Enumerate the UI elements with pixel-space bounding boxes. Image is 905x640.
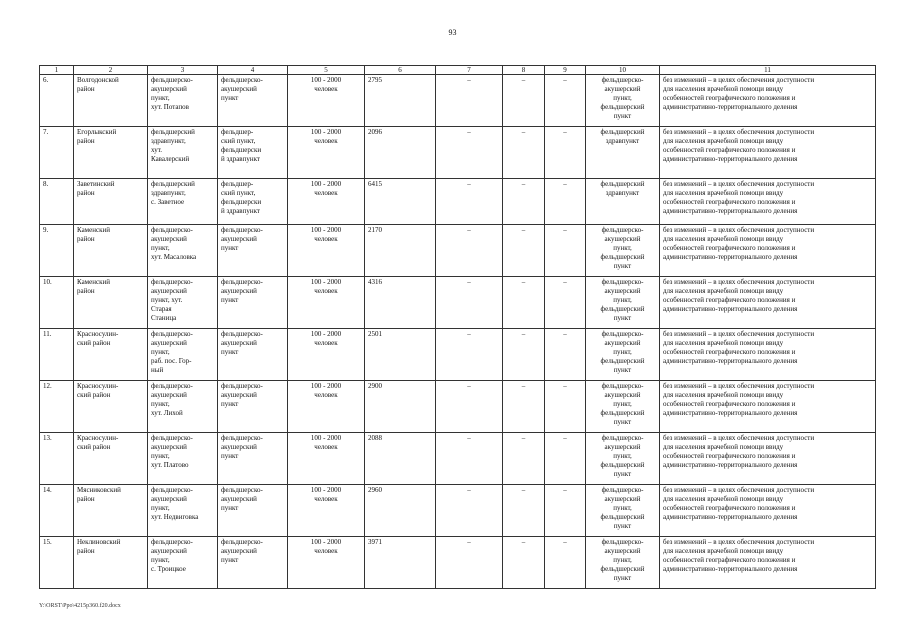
col7-cell: –	[436, 75, 503, 127]
proposed-type-cell: фельдшерско- акушерский пункт, фельдшерский пункт	[586, 329, 660, 381]
facility-cell: фельдшерско- акушерский пункт, хут. Масаловка	[148, 225, 218, 277]
column-header: 8	[503, 66, 545, 75]
col9-cell: –	[545, 179, 586, 225]
col8-cell: –	[503, 179, 545, 225]
column-header: 11	[660, 66, 876, 75]
col9-cell: –	[545, 75, 586, 127]
population-cell: 100 - 2000 человек	[288, 179, 365, 225]
col8-cell: –	[503, 537, 545, 589]
facility-type-cell: фельдшерско- акушерский пункт	[218, 225, 288, 277]
facility-cell: фельдшерский здравпункт, с. Заветное	[148, 179, 218, 225]
proposed-type-cell: фельдшерский здравпункт	[586, 127, 660, 179]
column-header: 5	[288, 66, 365, 75]
table-row	[40, 277, 876, 329]
facility-type-cell: фельдшерско- акушерский пункт	[218, 277, 288, 329]
column-header: 4	[218, 66, 288, 75]
facility-cell: фельдшерско- акушерский пункт, раб. пос. Гор- ный	[148, 329, 218, 381]
table-row	[40, 381, 876, 433]
district-cell: Красносулин- ский район	[74, 329, 148, 381]
facility-type-cell: фельдшерско- акушерский пункт	[218, 75, 288, 127]
facility-type-cell: фельдшерско- акушерский пункт	[218, 537, 288, 589]
facility-type-cell: фельдшерско- акушерский пункт	[218, 381, 288, 433]
table-row	[40, 179, 876, 225]
facility-type-cell: фельдшер- ский пункт, фельдшерски й здравпункт	[218, 179, 288, 225]
proposed-type-cell: фельдшерско- акушерский пункт, фельдшерский пункт	[586, 381, 660, 433]
col9-cell: –	[545, 381, 586, 433]
population-cell: 100 - 2000 человек	[288, 277, 365, 329]
facility-cell: фельдшерско- акушерский пункт, хут. Платово	[148, 433, 218, 485]
justification-cell: без изменений – в целях обеспечения доступности для населения врачебной помощи ввиду особенностей географического положения и административно-территориального деления	[660, 179, 876, 225]
file-path-footer: Y:\ORST\Ppo\4215p360.f20.docx	[39, 603, 121, 609]
facility-type-cell: фельдшерско- акушерский пункт	[218, 485, 288, 537]
col7-cell: –	[436, 127, 503, 179]
col9-cell: –	[545, 485, 586, 537]
population-cell: 100 - 2000 человек	[288, 329, 365, 381]
facility-cell: фельдшерско- акушерский пункт, хут. Недвиговка	[148, 485, 218, 537]
col7-cell: –	[436, 329, 503, 381]
served-population-cell: 4316	[365, 277, 436, 329]
col9-cell: –	[545, 433, 586, 485]
served-population-cell: 2170	[365, 225, 436, 277]
served-population-cell: 2088	[365, 433, 436, 485]
facility-type-cell: фельдшер- ский пункт, фельдшерски й здравпункт	[218, 127, 288, 179]
table-header-row	[40, 66, 876, 75]
col8-cell: –	[503, 277, 545, 329]
row-number: 6.	[40, 75, 74, 127]
col8-cell: –	[503, 329, 545, 381]
district-cell: Каменский район	[74, 277, 148, 329]
population-cell: 100 - 2000 человек	[288, 433, 365, 485]
justification-cell: без изменений – в целях обеспечения доступности для населения врачебной помощи ввиду особенностей географического положения и административно-территориального деления	[660, 225, 876, 277]
district-cell: Каменский район	[74, 225, 148, 277]
proposed-type-cell: фельдшерско- акушерский пункт, фельдшерский пункт	[586, 225, 660, 277]
served-population-cell: 6415	[365, 179, 436, 225]
row-number: 7.	[40, 127, 74, 179]
col7-cell: –	[436, 179, 503, 225]
justification-cell: без изменений – в целях обеспечения доступности для населения врачебной помощи ввиду особенностей географического положения и административно-территориального деления	[660, 485, 876, 537]
col7-cell: –	[436, 537, 503, 589]
col8-cell: –	[503, 381, 545, 433]
table-row	[40, 485, 876, 537]
district-cell: Егорлыкский район	[74, 127, 148, 179]
facility-cell: фельдшерско- акушерский пункт, хут. Потапов	[148, 75, 218, 127]
col9-cell: –	[545, 329, 586, 381]
table-row	[40, 75, 876, 127]
table-row	[40, 329, 876, 381]
district-cell: Волгодонской район	[74, 75, 148, 127]
table-row	[40, 433, 876, 485]
proposed-type-cell: фельдшерско- акушерский пункт, фельдшерский пункт	[586, 75, 660, 127]
col8-cell: –	[503, 433, 545, 485]
population-cell: 100 - 2000 человек	[288, 127, 365, 179]
row-number: 13.	[40, 433, 74, 485]
population-cell: 100 - 2000 человек	[288, 537, 365, 589]
district-cell: Заветинский район	[74, 179, 148, 225]
row-number: 11.	[40, 329, 74, 381]
facility-cell: фельдшерский здравпункт, хут. Кавалерский	[148, 127, 218, 179]
proposed-type-cell: фельдшерско- акушерский пункт, фельдшерский пункт	[586, 277, 660, 329]
proposed-type-cell: фельдшерско- акушерский пункт, фельдшерский пункт	[586, 485, 660, 537]
district-cell: Красносулин- ский район	[74, 433, 148, 485]
served-population-cell: 2900	[365, 381, 436, 433]
col8-cell: –	[503, 485, 545, 537]
table-row	[40, 537, 876, 589]
row-number: 15.	[40, 537, 74, 589]
facility-type-cell: фельдшерско- акушерский пункт	[218, 433, 288, 485]
column-header: 2	[74, 66, 148, 75]
district-cell: Мясниковский район	[74, 485, 148, 537]
facility-cell: фельдшерско- акушерский пункт, хут. Старая Станица	[148, 277, 218, 329]
justification-cell: без изменений – в целях обеспечения доступности для населения врачебной помощи ввиду особенностей географического положения и административно-территориального деления	[660, 381, 876, 433]
proposed-type-cell: фельдшерский здравпункт	[586, 179, 660, 225]
district-cell: Неклиновский район	[74, 537, 148, 589]
justification-cell: без изменений – в целях обеспечения доступности для населения врачебной помощи ввиду особенностей географического положения и административно-территориального деления	[660, 127, 876, 179]
served-population-cell: 3971	[365, 537, 436, 589]
table-row	[40, 127, 876, 179]
served-population-cell: 2096	[365, 127, 436, 179]
col8-cell: –	[503, 225, 545, 277]
column-header: 9	[545, 66, 586, 75]
proposed-type-cell: фельдшерско- акушерский пункт, фельдшерский пункт	[586, 537, 660, 589]
justification-cell: без изменений – в целях обеспечения доступности для населения врачебной помощи ввиду особенностей географического положения и административно-территориального деления	[660, 433, 876, 485]
page-number: 93	[448, 28, 457, 37]
facility-cell: фельдшерско- акушерский пункт, хут. Лихой	[148, 381, 218, 433]
facility-cell: фельдшерско- акушерский пункт, с. Троицкое	[148, 537, 218, 589]
justification-cell: без изменений – в целях обеспечения доступности для населения врачебной помощи ввиду особенностей географического положения и административно-территориального деления	[660, 537, 876, 589]
population-cell: 100 - 2000 человек	[288, 225, 365, 277]
population-cell: 100 - 2000 человек	[288, 381, 365, 433]
row-number: 8.	[40, 179, 74, 225]
served-population-cell: 2501	[365, 329, 436, 381]
col9-cell: –	[545, 225, 586, 277]
col7-cell: –	[436, 433, 503, 485]
population-cell: 100 - 2000 человек	[288, 75, 365, 127]
population-cell: 100 - 2000 человек	[288, 485, 365, 537]
col9-cell: –	[545, 277, 586, 329]
col9-cell: –	[545, 127, 586, 179]
table-row	[40, 225, 876, 277]
proposed-type-cell: фельдшерско- акушерский пункт, фельдшерский пункт	[586, 433, 660, 485]
district-cell: Красносулин- ский район	[74, 381, 148, 433]
col7-cell: –	[436, 485, 503, 537]
data-table	[39, 65, 876, 589]
served-population-cell: 2960	[365, 485, 436, 537]
column-header: 10	[586, 66, 660, 75]
row-number: 12.	[40, 381, 74, 433]
justification-cell: без изменений – в целях обеспечения доступности для населения врачебной помощи ввиду особенностей географического положения и административно-территориального деления	[660, 277, 876, 329]
justification-cell: без изменений – в целях обеспечения доступности для населения врачебной помощи ввиду особенностей географического положения и административно-территориального деления	[660, 329, 876, 381]
col7-cell: –	[436, 381, 503, 433]
col7-cell: –	[436, 277, 503, 329]
col8-cell: –	[503, 127, 545, 179]
facility-type-cell: фельдшерско- акушерский пункт	[218, 329, 288, 381]
col9-cell: –	[545, 537, 586, 589]
col7-cell: –	[436, 225, 503, 277]
column-header: 6	[365, 66, 436, 75]
served-population-cell: 2795	[365, 75, 436, 127]
row-number: 14.	[40, 485, 74, 537]
column-header: 1	[40, 66, 74, 75]
row-number: 9.	[40, 225, 74, 277]
column-header: 3	[148, 66, 218, 75]
justification-cell: без изменений – в целях обеспечения доступности для населения врачебной помощи ввиду особенностей географического положения и административно-территориального деления	[660, 75, 876, 127]
col8-cell: –	[503, 75, 545, 127]
column-header: 7	[436, 66, 503, 75]
row-number: 10.	[40, 277, 74, 329]
